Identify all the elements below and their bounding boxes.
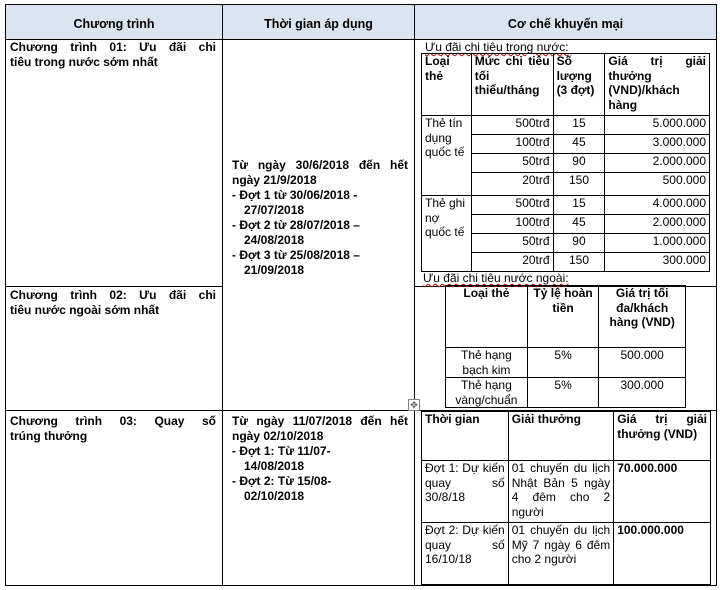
header-program-label: Chương trình [73,17,155,31]
credit-card-label: Thẻ tín dụng quốc tế [422,116,472,196]
header-period-label: Thời gian áp dụng [264,17,373,31]
program3-name-line1: Chương trình 03: Quay số [10,414,216,428]
header-period [222,4,415,40]
period12-line6: 24/08/2018 [244,233,305,247]
domestic-table-header [422,54,710,116]
period12-line5: - Đợt 2 từ 28/07/2018 – [232,218,360,232]
table-row: Đợt 1: Dự kiến quay số 30/8/18 01 chuyến du lịch Nhật Bản 5 ngày 4 đêm cho 2 người 70.000.000 [422,461,711,523]
table-row: 100trđ 45 3.000.000 [422,135,710,154]
table-row: 100trđ 45 2.000.000 [422,215,710,234]
period12-line4: 27/07/2018 [244,203,305,217]
period-program3-cell [222,410,415,586]
program2-name-line2: tiêu nước ngoài sớm nhất [10,303,160,317]
program2-name-line1: Chương trình 02: Ưu đãi chi [10,288,216,302]
program3-name-line2: trúng thưởng [10,429,88,443]
col-prize: Giải thưởng [508,412,614,461]
program1-name-line2: tiêu trong nước sớm nhất [10,55,158,69]
col-draw-time: Thời gian [422,412,509,461]
program3-period-line3: - Đợt 1: Từ 11/07- [232,444,331,458]
program2-cell [5,286,223,411]
lucky-draw-table-header [422,412,711,461]
debit-card-label: Thẻ ghi nợ quốc tế [422,196,472,272]
period12-line1: Từ ngày 30/6/2018 đến hết [232,158,408,172]
program1-cell [5,39,223,287]
table-row: 50trđ 90 1.000.000 [422,234,710,253]
col-prize-amount: Giá trị giải thưởng (VND) [614,412,711,461]
table-row: Thẻ tín dụng quốc tế 500trđ 15 5.000.000 [422,116,710,135]
period12-line2: ngày 21/9/2018 [232,173,317,187]
program3-period-line6: 02/10/2018 [244,489,305,503]
col-card-type: Loại thẻ [422,54,472,116]
program3-period-line4: 14/08/2018 [244,459,305,473]
table-move-handle-icon[interactable]: ✥ [408,399,420,411]
program1-caption: Ưu đãi chi tiêu trong nước: [425,40,569,54]
col-cashback-rate: Tỷ lệ hoàn tiền [527,286,599,348]
period12-line8: 21/09/2018 [244,263,305,277]
table-row: 20trđ 150 300.000 [422,253,710,272]
period-programs-1-2-cell [222,39,415,411]
program3-period-line2: ngày 02/10/2018 [232,429,324,443]
col-card-class: Loại thẻ [446,286,528,348]
program2-caption: Ưu đãi chi tiêu nước ngoài: [423,271,569,285]
program1-name-line1: Chương trình 01: Ưu đãi chi [10,40,216,54]
period12-line7: - Đợt 3 từ 25/08/2018 – [232,248,360,262]
table-row: 20trđ 150 500.000 [422,173,710,196]
header-mechanism-label: Cơ chế khuyến mại [507,17,624,31]
lucky-draw-table [421,411,711,585]
overseas-spending-table [445,285,686,408]
col-quantity: Số lượng (3 đợt) [553,54,605,116]
table-row: Thẻ ghi nợ quốc tế 500trđ 15 4.000.000 [422,196,710,215]
table-row: 50trđ 90 2.000.000 [422,154,710,173]
overseas-table-header [446,286,686,348]
period12-line3: - Đợt 1 từ 30/06/2018 - [232,188,358,202]
program3-cell [5,410,223,586]
col-min-spend: Mức chi tiêu tối thiểu/tháng [471,54,553,116]
program3-period-line5: - Đợt 2: Từ 15/08- [232,474,332,488]
header-mechanism [414,4,717,40]
header-program [5,4,223,40]
col-prize-value: Giá trị giải thưởng (VND)/khách hàng [605,54,710,116]
table-row: Thẻ hạng bạch kim 5% 500.000 [446,348,686,378]
table-row: Đợt 2: Dự kiến quay số 16/10/18 01 chuyến du lịch Mỹ 7 ngày 6 đêm cho 2 người 100.000.000 [422,523,711,585]
domestic-spending-table [421,53,710,272]
table-row: Thẻ hạng vàng/chuẩn 5% 300.000 [446,378,686,408]
program3-period-line1: Từ ngày 11/07/2018 đến hết [232,414,408,428]
col-max-value: Giá trị tối đa/khách hàng (VND) [599,286,686,348]
